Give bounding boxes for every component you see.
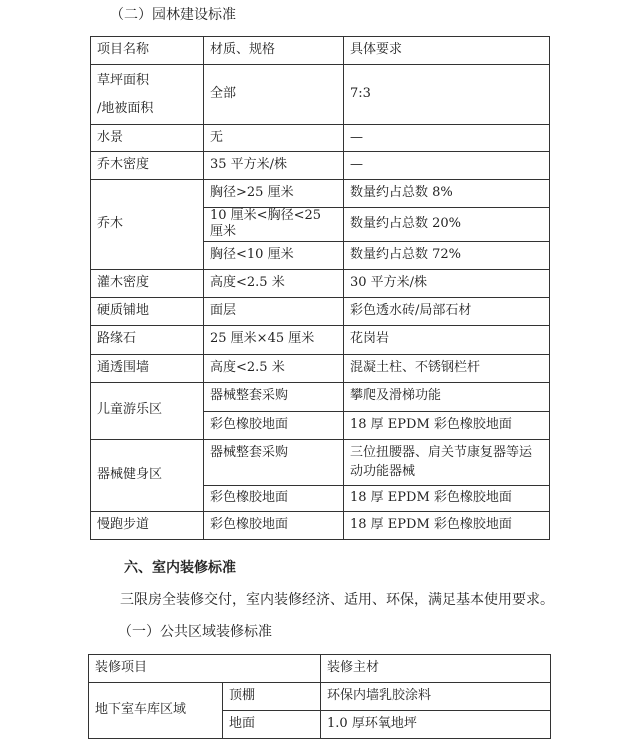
table-row (91, 511, 550, 539)
section-interior-heading: 六、室内装修标准 (124, 560, 236, 576)
interior-paragraph: 三限房全装修交付，室内装修经济、适用、环保，满足基本使用要求。 (120, 592, 554, 608)
fitness-spec-cell: 彩色橡胶地面 (204, 485, 344, 511)
table-header-row (91, 37, 550, 65)
water-req-cell: — (344, 125, 550, 152)
wall-label-cell: 通透围墙 (91, 354, 204, 382)
water-spec-cell: 无 (204, 125, 344, 152)
table-row (91, 297, 550, 325)
jog-label-cell: 慢跑步道 (91, 511, 204, 539)
section-garden-heading: （二）园林建设标准 (110, 7, 236, 23)
table-row (89, 683, 551, 711)
table-row (91, 325, 550, 354)
table-row (91, 269, 550, 297)
garden-standards-table (90, 36, 550, 540)
curb-req-cell: 花岗岩 (344, 325, 550, 354)
ceiling-label-cell: 顶棚 (223, 683, 321, 711)
tree-density-label-cell: 乔木密度 (91, 152, 204, 180)
tree-req-cell: 数量约占总数 8% (344, 180, 550, 208)
kids-spec-cell: 器械整套采购 (204, 382, 344, 411)
paving-label-cell: 硬质铺地 (91, 297, 204, 325)
tree-req-cell: 数量约占总数 72% (344, 241, 550, 269)
header-material-spec: 材质、规格 (204, 37, 344, 65)
lawn-req-cell: 7:3 (344, 65, 550, 125)
table-row (91, 439, 550, 485)
paving-spec-cell: 面层 (204, 297, 344, 325)
curb-spec-cell: 25 厘米×45 厘米 (204, 325, 344, 354)
floor-label-cell: 地面 (223, 711, 321, 739)
table-row (91, 180, 550, 208)
table-row (91, 65, 550, 125)
table-row (91, 125, 550, 152)
jog-spec-cell: 彩色橡胶地面 (204, 511, 344, 539)
tree-label-cell: 乔木 (91, 180, 204, 270)
lawn-spec-cell: 全部 (204, 65, 344, 125)
shrub-req-cell: 30 平方米/株 (344, 269, 550, 297)
header-decoration-item: 装修项目 (89, 655, 321, 683)
header-requirement: 具体要求 (344, 37, 550, 65)
kids-req-cell: 18 厚 EPDM 彩色橡胶地面 (344, 411, 550, 439)
tree-density-req-cell: — (344, 152, 550, 180)
shrub-label-cell: 灌木密度 (91, 269, 204, 297)
garage-area-label-cell: 地下室车库区域 (89, 683, 223, 739)
table-row (91, 382, 550, 411)
curb-label-cell: 路缘石 (91, 325, 204, 354)
header-main-material: 装修主材 (321, 655, 551, 683)
tree-req-cell: 数量约占总数 20% (344, 208, 550, 242)
wall-spec-cell: 高度<2.5 米 (204, 354, 344, 382)
kids-spec-cell: 彩色橡胶地面 (204, 411, 344, 439)
public-area-table (88, 654, 551, 739)
shrub-spec-cell: 高度<2.5 米 (204, 269, 344, 297)
fitness-req-cell: 18 厚 EPDM 彩色橡胶地面 (344, 485, 550, 511)
tree-spec-cell: 胸径>25 厘米 (204, 180, 344, 208)
table-header-row (89, 655, 551, 683)
lawn-label-cell: 草坪面积 /地被面积 (91, 65, 204, 125)
water-label-cell: 水景 (91, 125, 204, 152)
fitness-label-cell: 器械健身区 (91, 439, 204, 511)
section-public-heading: （一）公共区域装修标准 (118, 624, 272, 640)
tree-density-spec-cell: 35 平方米/株 (204, 152, 344, 180)
paving-req-cell: 彩色透水砖/局部石材 (344, 297, 550, 325)
table-row (91, 354, 550, 382)
header-item-name: 项目名称 (91, 37, 204, 65)
tree-spec-cell: 胸径<10 厘米 (204, 241, 344, 269)
fitness-spec-cell: 器械整套采购 (204, 439, 344, 485)
wall-req-cell: 混凝土柱、不锈钢栏杆 (344, 354, 550, 382)
fitness-req-cell: 三位扭腰器、肩关节康复器等运动功能器械 (344, 439, 550, 485)
kids-req-cell: 攀爬及滑梯功能 (344, 382, 550, 411)
jog-req-cell: 18 厚 EPDM 彩色橡胶地面 (344, 511, 550, 539)
ceiling-material-cell: 环保内墙乳胶涂料 (321, 683, 551, 711)
table-row (91, 152, 550, 180)
floor-material-cell: 1.0 厚环氧地坪 (321, 711, 551, 739)
tree-spec-cell: 10 厘米<胸径<25 厘米 (204, 208, 344, 242)
kids-label-cell: 儿童游乐区 (91, 382, 204, 439)
